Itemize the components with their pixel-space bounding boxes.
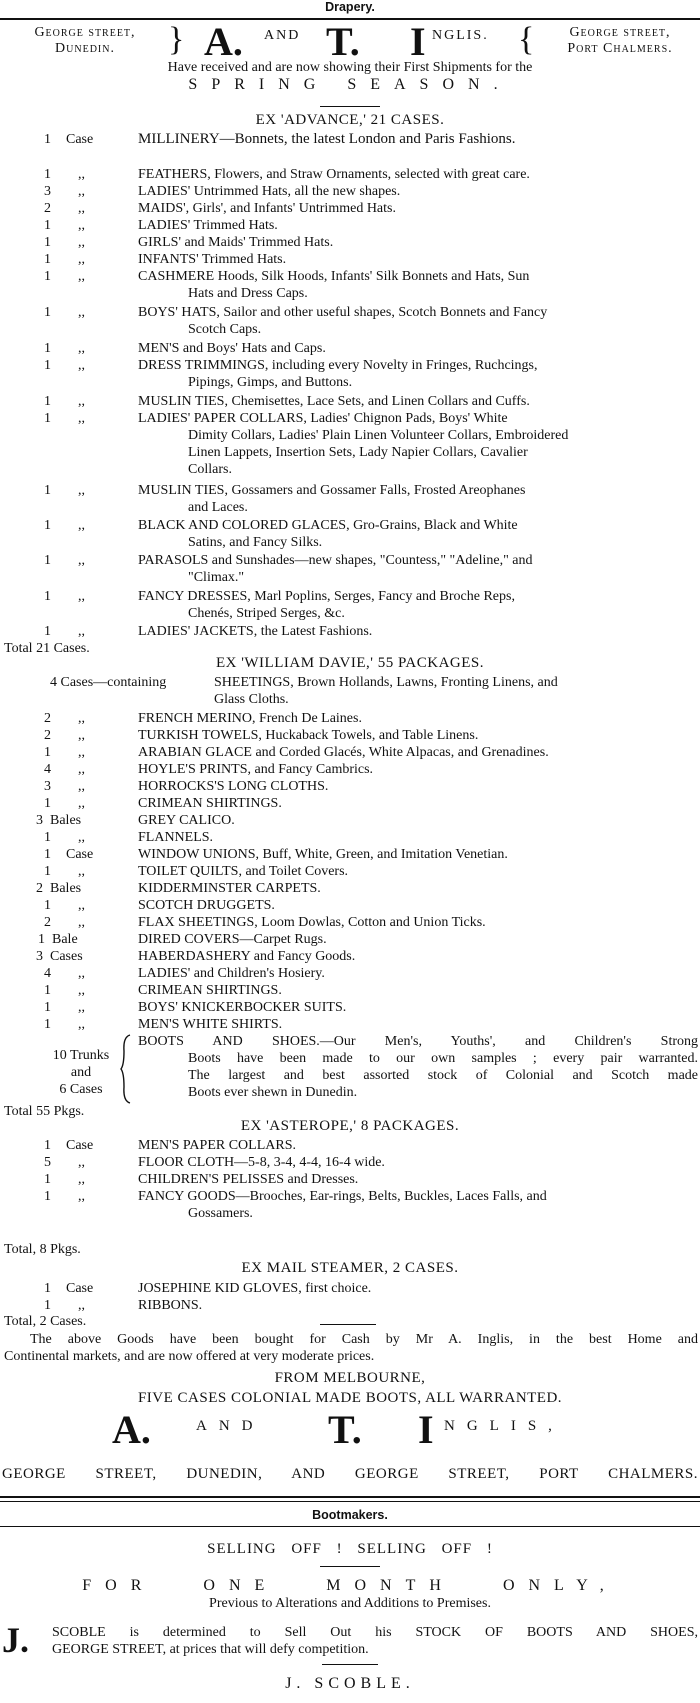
item-desc-cont: "Climax." <box>188 570 245 585</box>
item-unit: Bales <box>50 881 82 896</box>
item-qty: 2 <box>44 728 51 743</box>
item-qty: 1 <box>44 1172 51 1187</box>
item-desc: SCOTCH DRUGGETS. <box>138 898 275 913</box>
item-desc: HOYLE'S PRINTS, and Fancy Cambrics. <box>138 762 374 777</box>
list-item <box>0 552 700 586</box>
item-desc: CRIMEAN SHIRTINGS. <box>138 796 282 811</box>
item-qty: 1 <box>44 235 51 250</box>
item-unit: ,, <box>78 898 85 913</box>
item-unit: Case <box>66 1281 94 1296</box>
item-desc <box>138 268 698 302</box>
item-qty: 1 <box>44 252 51 267</box>
item-unit: ,, <box>78 762 85 777</box>
sig-and: AND <box>196 1418 265 1434</box>
item-unit: Bales <box>50 813 82 828</box>
item-qty: 1 <box>38 932 45 947</box>
item-desc: LADIES' and Children's Hosiery. <box>138 966 325 981</box>
item-unit: Case <box>66 1138 94 1153</box>
item-qty: 2 <box>44 201 51 216</box>
item-qty: 1 <box>44 305 51 320</box>
item-desc: TOILET QUILTS, and Toilet Covers. <box>138 864 349 879</box>
item-desc-line: DRESS TRIMMINGS, including every Novelty in Fringes, Ruchcings, <box>138 358 538 373</box>
item-desc: RIBBONS. <box>138 1298 203 1313</box>
sig-initial-t: T. <box>328 1407 362 1452</box>
brace-icon <box>120 1033 134 1105</box>
item-qty: 1 <box>44 132 51 147</box>
item-qty: 1 <box>44 358 51 373</box>
item-desc: HORROCKS'S LONG CLOTHS. <box>138 779 329 794</box>
colonial-boots-line: FIVE CASES COLONIAL MADE BOOTS, ALL WARRANTED. <box>137 1390 563 1406</box>
item-desc: HABERDASHERY and Fancy Goods. <box>138 949 356 964</box>
divider <box>320 1324 376 1325</box>
item-desc <box>138 304 698 338</box>
boots-description <box>138 1033 698 1101</box>
right-brace: { <box>518 21 535 58</box>
sig-nglis: NGLIS, <box>444 1418 564 1434</box>
item-unit: ,, <box>78 1189 85 1204</box>
davie-total: Total 55 Pkgs. <box>4 1104 85 1119</box>
item-qty: 4 <box>44 966 51 981</box>
left-address-line2: Dunedin. <box>55 41 115 56</box>
item-desc-line: LADIES' PAPER COLLARS, Ladies' Chignon Pads, Boys' White <box>138 411 508 426</box>
item-qty: 1 <box>44 745 51 760</box>
item-qty: 1 <box>44 218 51 233</box>
item-unit: ,, <box>78 394 85 409</box>
boots-line: The largest and best assorted stock of Colonial and Scotch made <box>188 1068 698 1083</box>
boots-qty-line: 6 Cases <box>59 1082 103 1097</box>
item-unit: ,, <box>78 218 85 233</box>
item-qty: 1 <box>44 553 51 568</box>
item-qty: 1 <box>44 624 51 639</box>
item-unit: ,, <box>78 779 85 794</box>
item-unit: ,, <box>78 1000 85 1015</box>
item-unit: ,, <box>78 235 85 250</box>
mail-heading: EX MAIL STEAMER, 2 CASES. <box>241 1260 459 1276</box>
item-unit: ,, <box>78 201 85 216</box>
item-desc-cont: and Laces. <box>188 500 248 515</box>
item-qty: 1 <box>44 1298 51 1313</box>
boots-qty-line: and <box>70 1065 92 1080</box>
item-unit: ,, <box>78 305 85 320</box>
sig-initial-i: I <box>418 1407 434 1452</box>
item-unit: ,, <box>78 830 85 845</box>
boots-line: Boots ever shewn in Dunedin. <box>188 1085 358 1100</box>
item-unit: ,, <box>78 553 85 568</box>
from-melbourne: FROM MELBOURNE, <box>274 1370 426 1386</box>
item-unit: ,, <box>78 167 85 182</box>
previous-line: Previous to Alterations and Additions to Premises. <box>209 1596 491 1611</box>
item-qty: 1 <box>44 1281 51 1296</box>
item-unit: ,, <box>78 796 85 811</box>
item-desc <box>138 552 698 586</box>
item-prefix: 4 Cases—containing <box>50 675 167 690</box>
item-unit: ,, <box>78 1172 85 1187</box>
firm-and: AND <box>264 28 301 43</box>
item-desc-line: FANCY DRESSES, Marl Poplins, Serges, Fancy and Broche Reps, <box>138 589 515 604</box>
list-item <box>0 1188 700 1222</box>
item-unit: Bale <box>52 932 78 947</box>
item-qty: 2 <box>36 881 43 896</box>
item-desc-cont: Collars. <box>188 462 232 477</box>
advance-heading: EX 'ADVANCE,' 21 CASES. <box>255 112 445 128</box>
item-desc-line: FANCY GOODS—Brooches, Ear-rings, Belts, Buckles, Laces Falls, and <box>138 1189 547 1204</box>
item-qty: 1 <box>44 1138 51 1153</box>
item-desc: LADIES' JACKETS, the Latest Fashions. <box>138 624 373 639</box>
item-unit: ,, <box>78 624 85 639</box>
item-desc-cont: Hats and Dress Caps. <box>188 286 308 301</box>
item-qty: 1 <box>44 341 51 356</box>
firm-initial-t: T. <box>326 19 360 64</box>
list-item <box>0 517 700 551</box>
scoble-line1: SCOBLE is determined to Sell Out his STOCK OF BOOTS AND SHOES, <box>52 1625 698 1640</box>
item-desc: CRIMEAN SHIRTINGS. <box>138 983 282 998</box>
item-unit: ,, <box>78 1017 85 1032</box>
item-unit: ,, <box>78 589 85 604</box>
list-item <box>0 482 700 516</box>
asterope-heading: EX 'ASTEROPE,' 8 PACKAGES. <box>240 1118 460 1134</box>
item-desc-cont: Glass Cloths. <box>214 692 289 707</box>
item-desc-cont: Chenés, Striped Serges, &c. <box>188 606 345 621</box>
item-unit: ,, <box>78 252 85 267</box>
item-desc-cont: Pipings, Gimps, and Buttons. <box>188 375 353 390</box>
item-desc-cont: Gossamers. <box>188 1206 253 1221</box>
divider <box>320 106 380 107</box>
item-desc: FLOOR CLOTH—5-8, 3-4, 4-4, 16-4 wide. <box>138 1155 385 1170</box>
mail-total: Total, 2 Cases. <box>4 1314 87 1329</box>
item-unit: ,, <box>78 915 85 930</box>
item-desc <box>138 588 698 622</box>
item-qty: 3 <box>36 813 43 828</box>
item-desc-cont: Scotch Caps. <box>188 322 262 337</box>
firm-initial-i: I <box>410 19 426 64</box>
right-address <box>540 25 700 57</box>
item-unit: ,, <box>78 1155 85 1170</box>
boots-qty-line: 10 Trunks <box>52 1048 110 1063</box>
advance-total: Total 21 Cases. <box>4 641 90 656</box>
item-qty: 1 <box>44 394 51 409</box>
item-unit: ,, <box>78 341 85 356</box>
item-unit: ,, <box>78 1298 85 1313</box>
item-desc: TURKISH TOWELS, Huckaback Towels, and Table Linens. <box>138 728 479 743</box>
closing-line1: The above Goods have been bought for Cash by Mr A. Inglis, in the best Home and <box>30 1332 698 1347</box>
right-address-line1: George street, <box>569 25 671 40</box>
asterope-total: Total, 8 Pkgs. <box>4 1242 81 1257</box>
right-address-line2: Port Chalmers. <box>567 41 673 56</box>
item-desc-line: SHEETINGS, Brown Hollands, Lawns, Fronting Linens, and <box>214 675 558 690</box>
item-desc: FEATHERS, Flowers, and Straw Ornaments, selected with great care. <box>138 167 530 182</box>
list-item <box>0 357 700 391</box>
item-desc: MEN'S and Boys' Hats and Caps. <box>138 341 326 356</box>
davie-heading: EX 'WILLIAM DAVIE,' 55 PACKAGES. <box>215 655 485 671</box>
item-desc: LADIES' Trimmed Hats. <box>138 218 278 233</box>
scoble-line2: GEORGE STREET, at prices that will defy competition. <box>52 1642 369 1657</box>
item-unit: Case <box>66 847 94 862</box>
item-desc: FRENCH MERINO, French De Laines. <box>138 711 362 726</box>
item-qty: 4 <box>44 762 51 777</box>
item-desc: GIRLS' and Maids' Trimmed Hats. <box>138 235 334 250</box>
left-address-line1: George street, <box>34 25 136 40</box>
item-unit: ,, <box>78 745 85 760</box>
item-qty: 5 <box>44 1155 51 1170</box>
list-item <box>0 588 700 622</box>
item-unit: ,, <box>78 483 85 498</box>
item-qty: 1 <box>44 1000 51 1015</box>
item-desc: MAIDS', Girls', and Infants' Untrimmed Hats. <box>138 201 396 216</box>
item-desc: ARABIAN GLACE and Corded Glacés, White Alpacas, and Grenadines. <box>138 745 549 760</box>
item-desc <box>138 1188 698 1222</box>
item-desc: WINDOW UNIONS, Buff, White, Green, and Imitation Venetian. <box>138 847 508 862</box>
item-desc <box>138 410 698 478</box>
item-unit: ,, <box>78 966 85 981</box>
dropcap-initial: J. <box>2 1620 29 1660</box>
item-qty: 3 <box>44 779 51 794</box>
item-desc: BOYS' KNICKERBOCKER SUITS. <box>138 1000 347 1015</box>
item-qty: 1 <box>44 847 51 862</box>
item-unit: ,, <box>78 864 85 879</box>
item-unit: ,, <box>78 411 85 426</box>
season-line: SPRING SEASON. <box>188 76 512 93</box>
item-desc-cont: Dimity Collars, Ladies' Plain Linen Volunteer Collars, Embroidered <box>188 428 569 443</box>
scoble-signature: J. SCOBLE. <box>285 1675 415 1692</box>
item-qty: 1 <box>44 269 51 284</box>
divider <box>322 1664 378 1665</box>
item-qty: 1 <box>44 1017 51 1032</box>
intro-line: Have received and are now showing their First Shipments for the <box>167 60 533 75</box>
divider <box>320 1566 380 1567</box>
item-desc-line: BLACK AND COLORED GLACES, Gro-Grains, Black and White <box>138 518 518 533</box>
item-unit: ,, <box>78 184 85 199</box>
item-desc: MUSLIN TIES, Chemisettes, Lace Sets, and Linen Collars and Cuffs. <box>138 394 530 409</box>
item-desc-cont: Linen Lappets, Insertion Sets, Lady Napier Collars, Cavalier <box>188 445 528 460</box>
item-qty: 1 <box>44 983 51 998</box>
item-desc: MILLINERY—Bonnets, the latest London and Paris Fashions. <box>138 131 516 147</box>
section-rule <box>0 1496 700 1498</box>
item-desc: CHILDREN'S PELISSES and Dresses. <box>138 1172 359 1187</box>
item-unit: Case <box>66 132 94 147</box>
item-desc: INFANTS' Trimmed Hats. <box>138 252 287 267</box>
item-desc-line: MUSLIN TIES, Gossamers and Gossamer Falls, Frosted Areophanes <box>138 483 526 498</box>
boots-line: Boots have been made to our own samples ; every pair warranted. <box>188 1051 698 1066</box>
closing-address: GEORGE STREET, DUNEDIN, AND GEORGE STREET, PORT CHALMERS. <box>2 1466 698 1482</box>
boots-line: BOOTS AND SHOES.—Our Men's, Youths', and Children's Strong <box>138 1034 698 1049</box>
item-desc: MEN'S PAPER COLLARS. <box>138 1138 296 1153</box>
item-qty: 1 <box>44 483 51 498</box>
list-item <box>0 304 700 338</box>
item-qty: 1 <box>44 1189 51 1204</box>
section-title-bootmakers: Bootmakers. <box>312 1508 388 1522</box>
item-qty: 1 <box>44 796 51 811</box>
item-desc: DIRED COVERS—Carpet Rugs. <box>138 932 327 947</box>
left-brace: } <box>168 21 185 58</box>
item-qty: 1 <box>44 518 51 533</box>
item-desc-line: BOYS' HATS, Sailor and other useful shapes, Scotch Bonnets and Fancy <box>138 305 548 320</box>
item-desc <box>138 517 698 551</box>
selling-off: SELLING OFF ! SELLING OFF ! <box>207 1541 493 1557</box>
item-qty: 2 <box>44 711 51 726</box>
item-qty: 3 <box>36 949 43 964</box>
closing-line2: Continental markets, and are now offered at very moderate prices. <box>4 1349 375 1364</box>
item-desc: FLANNELS. <box>138 830 214 845</box>
section-rule <box>0 1526 700 1527</box>
item-qty: 3 <box>44 184 51 199</box>
item-desc: JOSEPHINE KID GLOVES, first choice. <box>138 1281 372 1296</box>
item-unit: ,, <box>78 358 85 373</box>
item-qty: 1 <box>44 167 51 182</box>
item-unit: Cases <box>50 949 83 964</box>
list-item <box>0 410 700 480</box>
item-qty: 1 <box>44 864 51 879</box>
section-title-drapery: Drapery. <box>325 0 375 14</box>
item-desc: LADIES' Untrimmed Hats, all the new shapes. <box>138 184 401 199</box>
item-unit: ,, <box>78 269 85 284</box>
boots-quantity <box>40 1047 122 1098</box>
item-unit: ,, <box>78 711 85 726</box>
item-desc <box>214 674 698 708</box>
item-desc: FLAX SHEETINGS, Loom Dowlas, Cotton and Union Ticks. <box>138 915 486 930</box>
list-item <box>0 674 700 708</box>
item-unit: ,, <box>78 518 85 533</box>
item-unit: ,, <box>78 983 85 998</box>
item-desc-cont: Satins, and Fancy Silks. <box>188 535 323 550</box>
item-desc: KIDDERMINSTER CARPETS. <box>138 881 321 896</box>
item-desc-line: CASHMERE Hoods, Silk Hoods, Infants' Silk Bonnets and Hats, Sun <box>138 269 530 284</box>
item-qty: 1 <box>44 898 51 913</box>
item-qty: 1 <box>44 830 51 845</box>
item-qty: 1 <box>44 411 51 426</box>
firm-initial-a: A. <box>204 19 243 64</box>
item-qty: 1 <box>44 589 51 604</box>
item-desc <box>138 482 698 516</box>
sig-initial-a: A. <box>112 1407 151 1452</box>
section-rule <box>0 1501 700 1502</box>
left-address <box>0 25 170 57</box>
one-month-only: FOR ONE MONTH ONLY, <box>82 1577 618 1594</box>
item-desc-line: PARASOLS and Sunshades—new shapes, "Countess," "Adeline," and <box>138 553 533 568</box>
item-desc <box>138 357 698 391</box>
item-unit: ,, <box>78 728 85 743</box>
item-desc: MEN'S WHITE SHIRTS. <box>138 1017 283 1032</box>
list-item <box>0 268 700 302</box>
item-desc: GREY CALICO. <box>138 813 235 828</box>
firm-nglis: NGLIS. <box>432 28 489 43</box>
item-qty: 2 <box>44 915 51 930</box>
